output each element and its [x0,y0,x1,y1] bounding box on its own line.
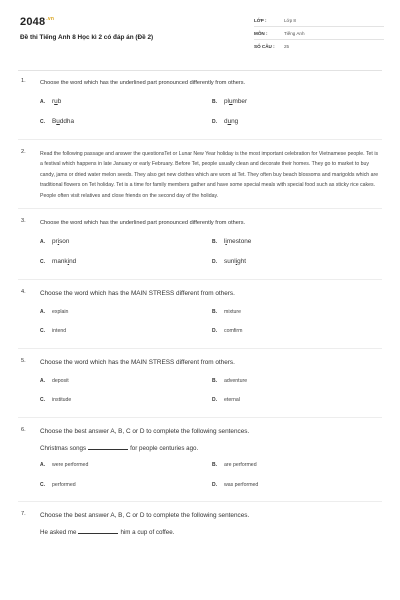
question-separator [18,139,382,140]
question-text: Choose the best answer A, B, C or D to complete the following sentences. [40,512,250,520]
question-text: Choose the word which has the MAIN STRESS different from others. [40,359,235,367]
document-header [0,0,400,75]
question-7 [0,511,400,536]
answer-blank [78,533,118,534]
option-a[interactable]: A. explain [40,309,69,316]
sentence-stem: He asked me him a cup of coffee. [40,529,175,537]
question-separator [18,417,382,418]
option-c[interactable]: C. performed [40,482,76,489]
question-separator [18,279,382,280]
question-number: 1. [21,78,26,84]
document-title: Đề thi Tiếng Anh 8 Học kì 2 có đáp án (Đề 2) [20,34,154,41]
question-number: 4. [21,289,26,296]
option-c[interactable]: C. institude [40,397,72,404]
answer-blank [88,449,128,450]
option-d[interactable]: D. comfirm [212,328,243,335]
option-b[interactable]: B. mixture [212,309,242,316]
question-3 [0,218,400,272]
meta-class: LỚP : Lớp 8 [254,16,384,27]
option-b[interactable]: B. limestone [212,238,252,246]
question-number: 5. [21,358,26,365]
question-number: 7. [21,511,26,518]
question-separator [18,501,382,502]
option-b[interactable]: B. are performed [212,462,257,469]
header-divider [18,70,382,71]
meta-question-count: SỐ CÂU : 25 [254,44,290,49]
question-number: 6. [21,427,26,434]
option-c[interactable]: C. Buddha [40,118,75,125]
option-c[interactable]: C. mankind [40,258,77,266]
question-number: 3. [21,218,26,225]
option-a[interactable]: A. deposit [40,378,69,385]
question-separator [18,348,382,349]
question-list [0,78,400,536]
question-text: Choose the best answer A, B, C or D to complete the following sentences. [40,428,250,436]
question-text: Choose the word which has the underlined part pronounced differently from others. [40,220,246,227]
option-b[interactable]: B. adventure [212,378,248,385]
question-1 [0,78,400,132]
question-number: 2. [21,149,26,155]
option-d[interactable]: D. eternal [212,397,240,404]
question-separator [18,208,382,209]
sentence-stem: Christmas songs for people centuries ago. [40,445,199,453]
option-c[interactable]: C. intend [40,328,67,335]
option-d[interactable]: D. sunlight [212,258,247,266]
question-text: Choose the word which has the underlined part pronounced differently from others. [40,80,246,86]
site-logo[interactable]: $2048^{.vn}$ [20,16,55,28]
option-a[interactable]: A. prison [40,238,70,246]
option-b[interactable]: B. plumber [212,98,248,105]
question-2 [0,149,400,201]
question-5 [0,358,400,410]
option-a[interactable]: A. were performed [40,462,89,469]
option-d[interactable]: D. dung [212,118,239,125]
reading-passage: Read the following passage and answer the questionsTet or Lunar New Year holiday is the most important celebration for Vietnamese people. Tet is a festival which happens in late January or early February. Before Tet, people usually clean and decorate their homes. They go to market to buy candy, jams or dried water melon seeds. They also get new clothes which are worn at Tet. They often buy beach blossoms and marigolds which are traditional flowers on Tet holiday. Tet is a time for family members gather and have some special meals with special food such as sticky rice cakes. People often visit relatives and close friends on the second day of the holiday. [40,151,379,199]
question-6 [0,427,400,494]
question-4 [0,289,400,341]
option-d[interactable]: D. was performed [212,482,259,489]
meta-subject: MÔN : Tiếng Anh [254,29,384,40]
question-text: Choose the word which has the MAIN STRESS different from others. [40,290,235,298]
document-meta [254,16,384,55]
option-a[interactable]: A. rub [40,98,62,105]
